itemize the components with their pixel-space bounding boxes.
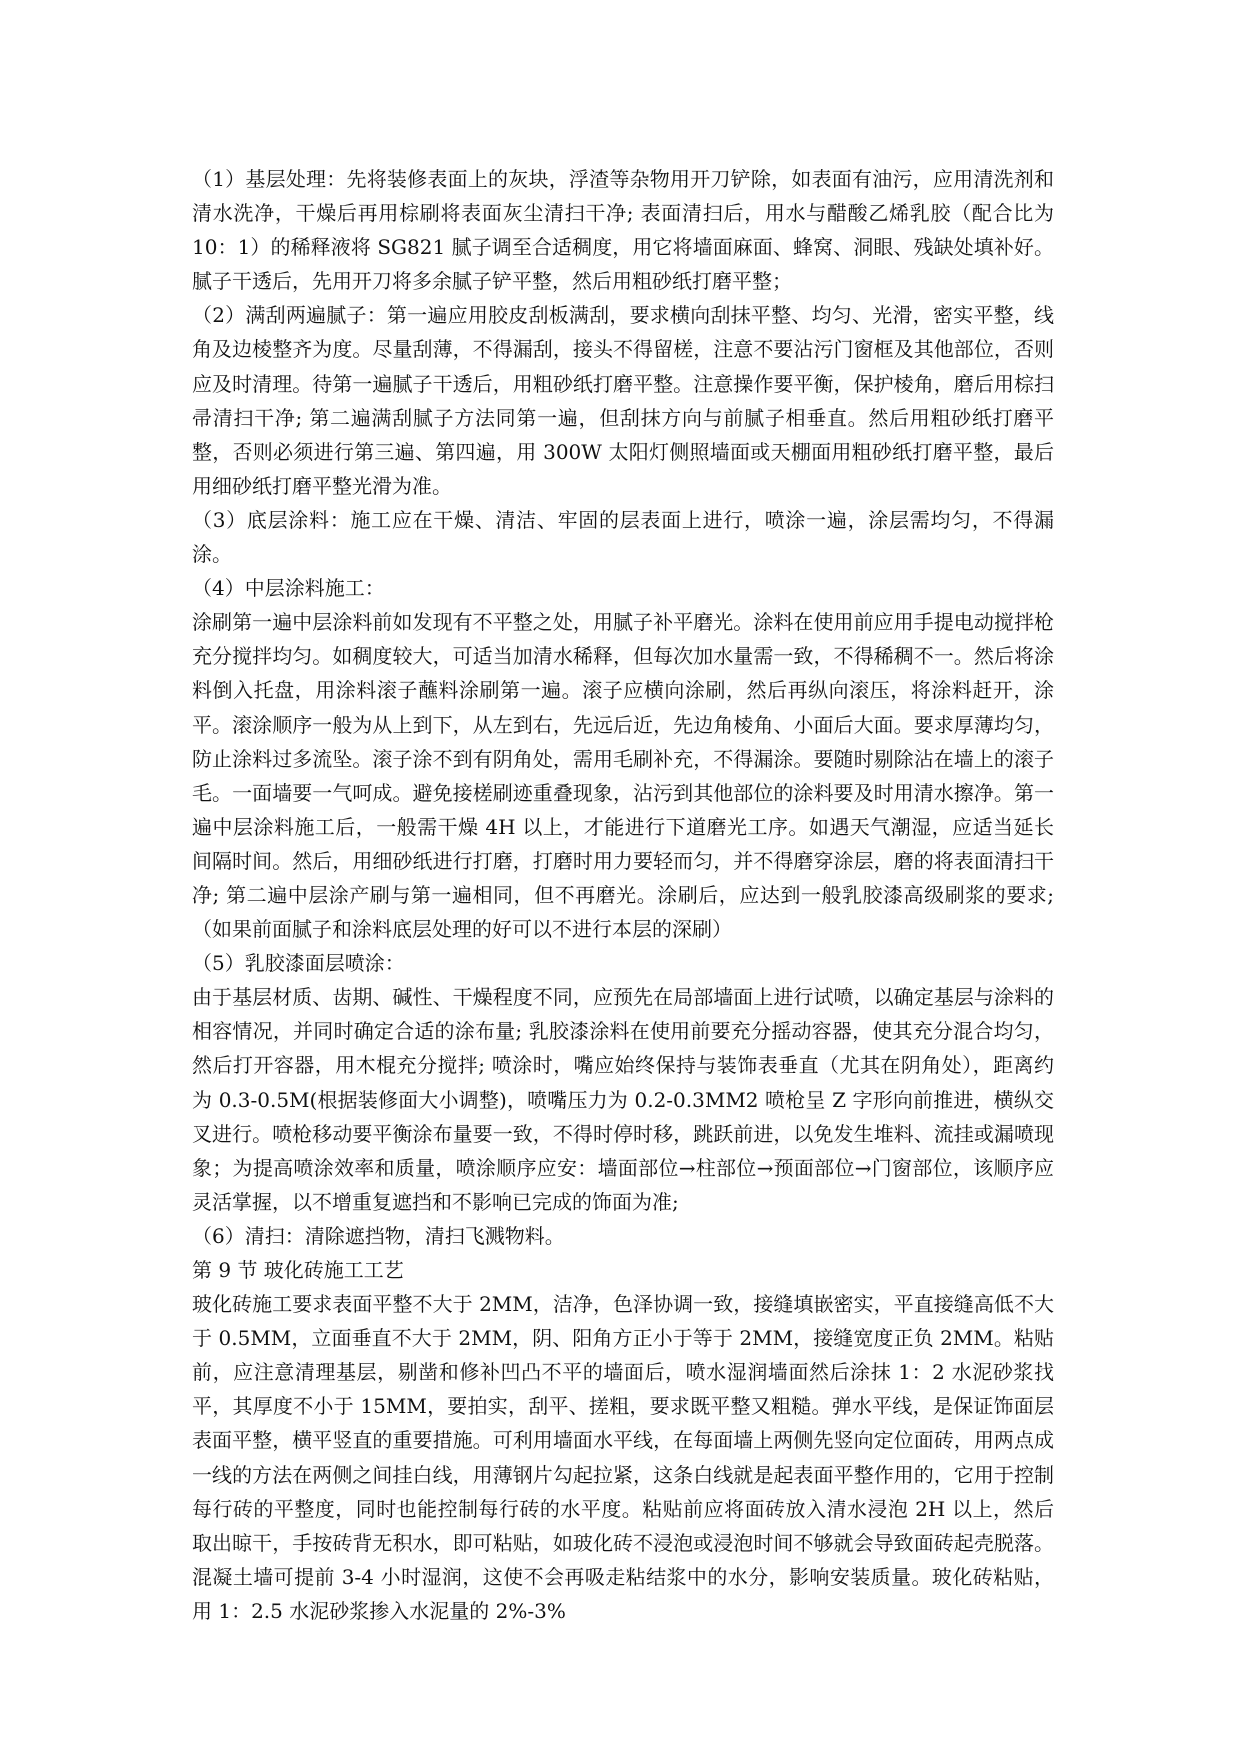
paragraph-putty-scraping: （2）满刮两遍腻子：第一遍应用胶皮刮板满刮，要求横向刮抹平整、均匀、光滑，密实平整，线角及边棱整齐为度。尽量刮薄，不得漏刮，接头不得留槎，注意不要沾污门窗框及其他部位，否则应及时清理。待第一遍腻子干透后，用粗砂纸打磨平整。注意操作要平衡，保护棱角，磨后用棕扫帚清扫干净; 第二遍满刮腻子方法同第一遍，但刮抹方向与前腻子相垂直。然后用粗砂纸打磨平整，否则必须进行第三遍、第四遍，用 300W 太阳灯侧照墙面或天棚面用粗砂纸打磨平整，最后用细砂纸打磨平整光滑为准。: [192, 303, 1054, 498]
paragraph-cleanup: （6）清扫：清除遮挡物，清扫飞溅物料。: [192, 1223, 565, 1248]
paragraph-middle-coat: 涂刷第一遍中层涂料前如发现有不平整之处，用腻子补平磨光。涂料在使用前应用手提电动搅拌枪充分搅拌均匀。如稠度较大，可适当加清水稀释，但每次加水量需一致，不得稀稠不一。然后将涂料倒入托盘，用涂料滚子蘸料涂刷第一遍。滚子应横向涂刷，然后再纵向滚压，将涂料赶开，涂平。滚涂顺序一般为从上到下，从左到右，先远后近，先边角棱角、小面后大面。要求厚薄均匀，防止涂料过多流坠。滚子涂不到有阴角处，需用毛刷补充，不得漏涂。要随时剔除沾在墙上的滚子毛。一面墙要一气呵成。避免接槎刷迹重叠现象，沾污到其他部位的涂料要及时用清水擦净。第一遍中层涂料施工后，一般需干燥 4H 以上，才能进行下道磨光工序。如遇天气潮湿，应适当延长间隔时间。然后，用细砂纸进行打磨，打磨时用力要轻而匀，并不得磨穿涂层，磨的将表面清扫干净; 第二遍中层涂产刷与第一遍相同，但不再磨光。涂刷后，应达到一般乳胶漆高级刷浆的要求; （如果前面腻子和涂料底层处理的好可以不进行本层的深刷）: [192, 610, 1054, 942]
heading-middle-coat: （4）中层涂料施工：: [192, 576, 385, 601]
paragraph-latex-spray: 由于基层材质、齿期、碱性、干燥程度不同，应预先在局部墙面上进行试喷，以确定基层与涂料的相容情况，并同时确定合适的涂布量; 乳胶漆涂料在使用前要充分摇动容器，使其充分混合均匀，然后打开容器，用木棍充分搅拌; 喷涂时，嘴应始终保持与装饰表垂直（尤其在阴角处），距离约为 0.3-0.5M(根据装修面大小调整)，喷嘴压力为 0.2-0.3MM2 喷枪呈 Z 字形向前推进，横纵交叉进行。喷枪移动要平衡涂布量要一致，不得时停时移，跳跃前进，以免发生堆料、流挂或漏喷现象；为提高喷涂效率和质量，喷涂顺序应安：墙面部位→柱部位→预面部位→门窗部位，该顺序应灵活掌握，以不增重复遮挡和不影响已完成的饰面为准;: [192, 985, 1054, 1214]
paragraph-primer-coating: （3）底层涂料：施工应在干燥、清洁、牢固的层表面上进行，喷涂一遍，涂层需均匀，不得漏涂。: [192, 507, 1054, 567]
heading-latex-spray: （5）乳胶漆面层喷涂：: [192, 951, 405, 976]
paragraph-base-treatment: （1）基层处理：先将装修表面上的灰块，浮渣等杂物用开刀铲除，如表面有油污，应用清洗剂和清水洗净，干燥后再用棕刷将表面灰尘清扫干净; 表面清扫后，用水与醋酸乙烯乳胶（配合比为 10：1）的稀释液将 SG821 腻子调至合适稠度，用它将墙面麻面、蜂窝、洞眼、残缺处填补好。腻子干透后，先用开刀将多余腻子铲平整，然后用粗砂纸打磨平整；: [192, 167, 1054, 294]
section-title-tile: 第 9 节 玻化砖施工工艺: [192, 1258, 404, 1282]
document-body: [192, 162, 1054, 1628]
paragraph-tile-process: 玻化砖施工要求表面平整不大于 2MM，洁净，色泽协调一致，接缝填嵌密实，平直接缝高低不大于 0.5MM，立面垂直不大于 2MM，阴、阳角方正小于等于 2MM，接缝宽度正负 2MM。粘贴前，应注意清理基层，剔凿和修补凹凸不平的墙面后，喷水湿润墙面然后涂抹 1：2 水泥砂浆找平，其厚度不小于 15MM，要拍实，刮平、搓粗，要求既平整又粗糙。弹水平线，是保证饰面层表面平整，横平竖直的重要措施。可利用墙面水平线，在每面墙上两侧先竖向定位面砖，用两点成一线的方法在两侧之间挂白线，用薄钢片勾起拉紧，这条白线就是起表面平整作用的，它用于控制每行砖的平整度，同时也能控制每行砖的水平度。粘贴前应将面砖放入清水浸泡 2H 以上，然后取出晾干，手按砖背无积水，即可粘贴，如玻化砖不浸泡或浸泡时间不够就会导致面砖起壳脱落。混凝土墙可提前 3-4 小时湿润，这使不会再吸走粘结浆中的水分，影响安装质量。玻化砖粘贴，用 1：2.5 水泥砂浆掺入水泥量的 2%-3%: [192, 1292, 1054, 1623]
